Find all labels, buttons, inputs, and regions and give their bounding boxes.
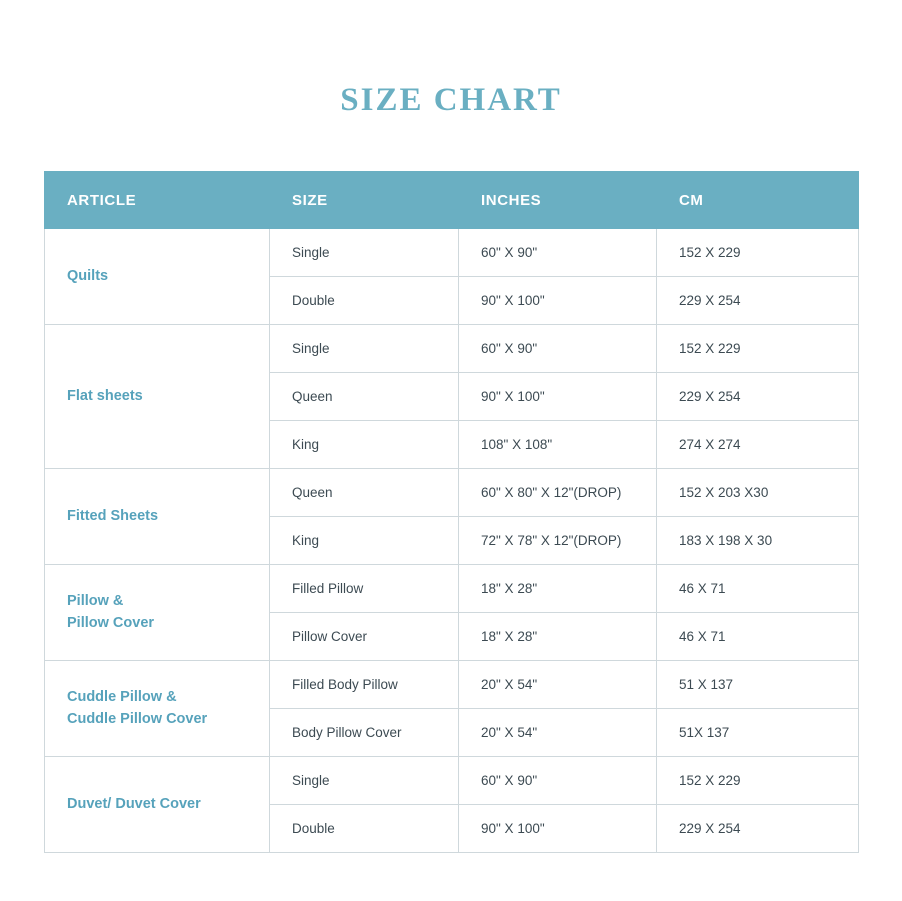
cm-value: 274 X 274 <box>679 437 741 452</box>
size-value: Queen <box>292 485 333 500</box>
article-label-line: Fitted Sheets <box>67 507 159 524</box>
size-cell <box>270 325 459 373</box>
cm-cell <box>657 709 859 757</box>
inches-value: 18" X 28" <box>481 629 538 644</box>
article-cell <box>45 325 270 469</box>
size-value: Single <box>292 773 330 788</box>
size-value: Filled Pillow <box>292 581 364 596</box>
inches-value: 60" X 90" <box>481 341 538 356</box>
size-cell <box>270 517 459 565</box>
inches-value: 60" X 80" X 12"(DROP) <box>481 485 622 500</box>
inches-cell <box>459 805 657 853</box>
column-header-cm: CM <box>657 172 859 229</box>
article-cell <box>45 565 270 661</box>
page-title: SIZE CHART <box>340 82 562 118</box>
table-header <box>45 172 859 229</box>
size-chart-table <box>44 171 859 853</box>
inches-cell <box>459 565 657 613</box>
table-header-row <box>45 172 859 229</box>
inches-value: 20" X 54" <box>481 725 538 740</box>
cm-value: 152 X 203 X30 <box>679 485 769 500</box>
table-row <box>45 565 859 613</box>
size-value: Filled Body Pillow <box>292 677 398 692</box>
column-header-article: ARTICLE <box>45 172 270 229</box>
size-value: Double <box>292 293 335 308</box>
inches-value: 20" X 54" <box>481 677 538 692</box>
article-cell <box>45 229 270 325</box>
table-row <box>45 661 859 709</box>
inches-value: 90" X 100" <box>481 293 545 308</box>
article-cell <box>45 469 270 565</box>
inches-cell <box>459 709 657 757</box>
size-cell <box>270 805 459 853</box>
table-body <box>45 229 859 853</box>
size-cell <box>270 229 459 277</box>
cm-cell <box>657 469 859 517</box>
cm-value: 229 X 254 <box>679 821 741 836</box>
size-chart-table-wrapper <box>44 171 858 853</box>
inches-value: 18" X 28" <box>481 581 538 596</box>
size-value: Body Pillow Cover <box>292 725 402 740</box>
cm-cell <box>657 613 859 661</box>
inches-cell <box>459 373 657 421</box>
article-label-line: Cuddle Pillow Cover <box>67 710 208 727</box>
size-cell <box>270 565 459 613</box>
cm-cell <box>657 805 859 853</box>
article-label-line: Quilts <box>67 267 109 284</box>
size-cell <box>270 661 459 709</box>
article-cell <box>45 757 270 853</box>
cm-value: 152 X 229 <box>679 245 741 260</box>
article-cell <box>45 661 270 757</box>
cm-cell <box>657 421 859 469</box>
cm-value: 46 X 71 <box>679 629 726 644</box>
cm-value: 46 X 71 <box>679 581 726 596</box>
table-row <box>45 757 859 805</box>
article-label-line: Flat sheets <box>67 387 143 404</box>
inches-cell <box>459 469 657 517</box>
cm-value: 229 X 254 <box>679 389 741 404</box>
inches-cell <box>459 613 657 661</box>
inches-cell <box>459 277 657 325</box>
cm-value: 152 X 229 <box>679 773 741 788</box>
size-value: King <box>292 437 320 452</box>
table-row <box>45 325 859 373</box>
size-cell <box>270 757 459 805</box>
article-label-line: Duvet/ Duvet Cover <box>67 795 201 812</box>
cm-cell <box>657 757 859 805</box>
inches-value: 90" X 100" <box>481 821 545 836</box>
cm-value: 51 X 137 <box>679 677 734 692</box>
inches-cell <box>459 325 657 373</box>
size-cell <box>270 373 459 421</box>
inches-cell <box>459 661 657 709</box>
size-cell <box>270 613 459 661</box>
inches-cell <box>459 229 657 277</box>
size-cell <box>270 709 459 757</box>
size-value: Single <box>292 245 330 260</box>
article-label-line: Pillow Cover <box>67 614 155 631</box>
cm-cell <box>657 277 859 325</box>
size-value: King <box>292 533 320 548</box>
column-header-inches: INCHES <box>459 172 657 229</box>
table-row <box>45 229 859 277</box>
inches-cell <box>459 757 657 805</box>
cm-cell <box>657 229 859 277</box>
cm-cell <box>657 517 859 565</box>
size-cell <box>270 277 459 325</box>
inches-value: 60" X 90" <box>481 773 538 788</box>
cm-value: 152 X 229 <box>679 341 741 356</box>
column-header-size: SIZE <box>270 172 459 229</box>
article-label-line: Pillow & <box>67 592 124 609</box>
inches-cell <box>459 421 657 469</box>
cm-value: 229 X 254 <box>679 293 741 308</box>
cm-cell <box>657 325 859 373</box>
inches-value: 60" X 90" <box>481 245 538 260</box>
article-label-line: Cuddle Pillow & <box>67 688 177 705</box>
cm-cell <box>657 565 859 613</box>
cm-value: 51X 137 <box>679 725 730 740</box>
size-value: Queen <box>292 389 333 404</box>
table-row <box>45 469 859 517</box>
inches-value: 90" X 100" <box>481 389 545 404</box>
size-value: Pillow Cover <box>292 629 368 644</box>
inches-value: 108" X 108" <box>481 437 553 452</box>
size-value: Single <box>292 341 330 356</box>
size-cell <box>270 421 459 469</box>
cm-cell <box>657 373 859 421</box>
inches-value: 72" X 78" X 12"(DROP) <box>481 533 622 548</box>
cm-value: 183 X 198 X 30 <box>679 533 773 548</box>
inches-cell <box>459 517 657 565</box>
size-cell <box>270 469 459 517</box>
cm-cell <box>657 661 859 709</box>
size-value: Double <box>292 821 335 836</box>
